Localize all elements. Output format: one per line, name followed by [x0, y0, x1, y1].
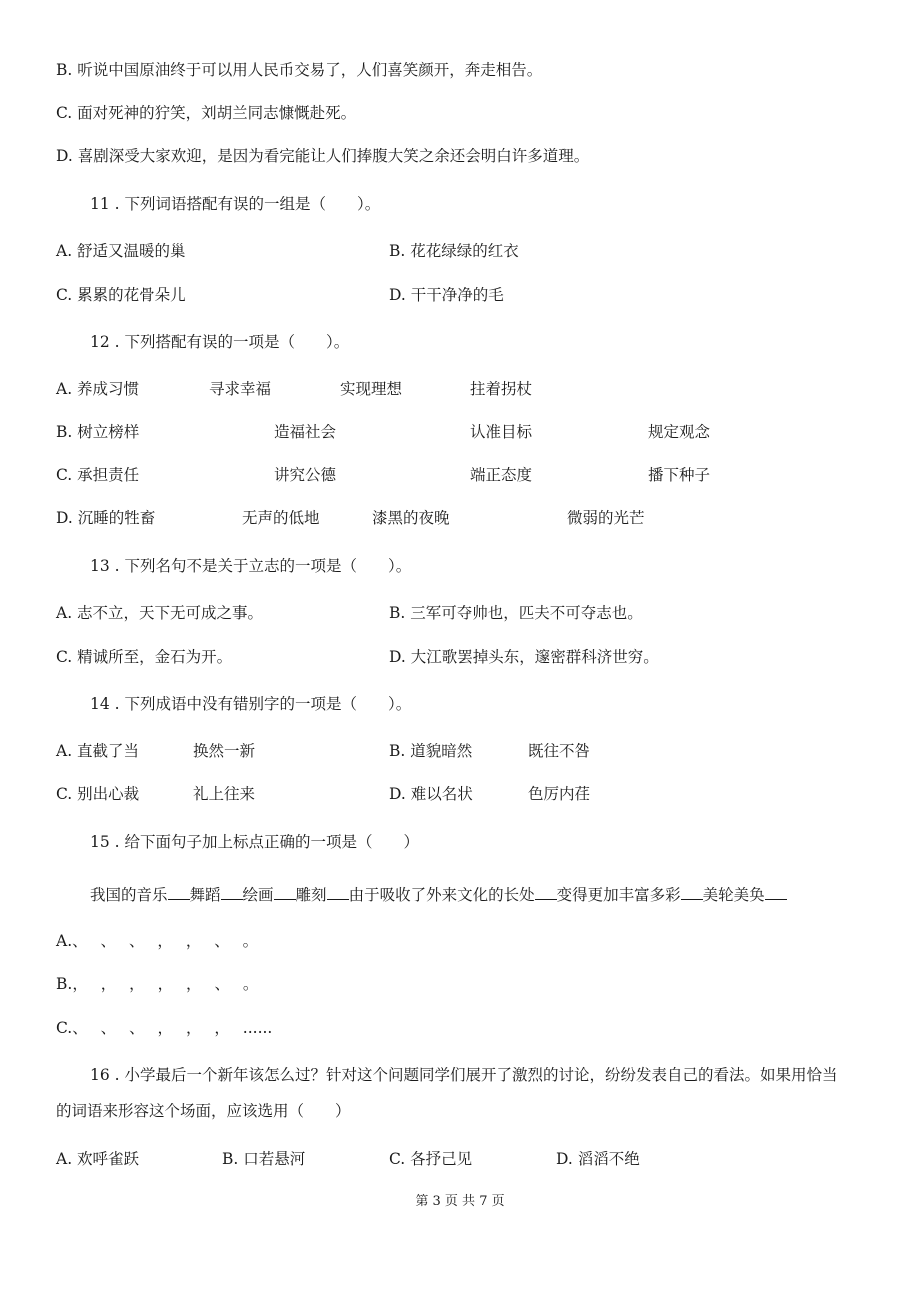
q12-c-2: 讲究公德: [274, 466, 337, 484]
prev-option-d: D. 喜剧深受大家欢迎，是因为看完能让人们捧腹大笑之余还会明白许多道理。: [56, 147, 590, 165]
q14-c-2: 礼上往来: [193, 785, 256, 803]
q11-option-d: D. 干干净净的毛: [389, 286, 504, 304]
q12-b-4: 规定观念: [648, 423, 711, 441]
q15-part-1: 我国的音乐: [90, 886, 168, 904]
q13-option-c: C. 精诚所至，金石为开。: [56, 648, 233, 666]
q16-stem-line2: 的词语来形容这个场面，应该选用（ ）: [56, 1102, 351, 1120]
q15-option-c: C.、 、 、 ， ， ， ......: [56, 1019, 273, 1037]
q12-b-3: 认准目标: [470, 423, 533, 441]
q15-part-5: 由于吸收了外来文化的长处: [348, 886, 535, 904]
q15-part-6: 变得更加丰富多彩: [556, 886, 681, 904]
q13-option-a: A. 志不立，天下无可成之事。: [56, 604, 264, 622]
q16-stem-line1: 16 . 小学最后一个新年该怎么过？针对这个问题同学们展开了激烈的讨论，纷纷发表自己的看法。如果用恰当: [90, 1066, 838, 1084]
prev-option-b: B. 听说中国原油终于可以用人民币交易了，人们喜笑颜开，奔走相告。: [56, 61, 543, 79]
q11-stem: 11 . 下列词语搭配有误的一组是（ ）。: [90, 195, 381, 213]
q11-option-a: A. 舒适又温暖的巢: [56, 242, 186, 260]
page-footer: 第 3 页 共 7 页: [415, 1194, 505, 1209]
q14-stem: 14 . 下列成语中没有错别字的一项是（ ）。: [90, 695, 412, 713]
q13-option-b: B. 三军可夺帅也，匹夫不可夺志也。: [389, 604, 643, 622]
q12-d-2: 无声的低地: [242, 509, 320, 527]
q16-option-a: A. 欢呼雀跃: [56, 1150, 140, 1168]
q12-a-1: A. 养成习惯: [56, 380, 140, 398]
q12-stem: 12 . 下列搭配有误的一项是（ ）。: [90, 333, 350, 351]
q16-option-b: B. 口若悬河: [222, 1150, 306, 1168]
q14-c-1: C. 别出心裁: [56, 785, 140, 803]
q15-part-2: 舞蹈: [189, 886, 221, 904]
q14-b-2: 既往不咎: [528, 742, 591, 760]
q12-c-3: 端正态度: [470, 466, 533, 484]
q15-part-4: 雕刻: [295, 886, 327, 904]
q12-a-4: 拄着拐杖: [470, 380, 533, 398]
q12-c-1: C. 承担责任: [56, 466, 140, 484]
q12-a-3: 实现理想: [340, 380, 403, 398]
q12-c-4: 播下种子: [648, 466, 711, 484]
q14-a-2: 换然一新: [193, 742, 256, 760]
q12-b-2: 造福社会: [274, 423, 337, 441]
q16-option-d: D. 滔滔不绝: [556, 1150, 640, 1168]
q12-d-4: 微弱的光芒: [567, 509, 645, 527]
q11-option-c: C. 累累的花骨朵儿: [56, 286, 186, 304]
q12-d-3: 漆黑的夜晚: [372, 509, 450, 527]
q16-option-c: C. 各抒己见: [389, 1150, 473, 1168]
prev-option-c: C. 面对死神的狞笑，刘胡兰同志慷慨赴死。: [56, 104, 357, 122]
q14-b-1: B. 道貌暗然: [389, 742, 473, 760]
q12-d-1: D. 沉睡的牲畜: [56, 509, 156, 527]
q14-a-1: A. 直截了当: [56, 742, 140, 760]
q15-sentence: [90, 884, 787, 906]
q11-option-b: B. 花花绿绿的红衣: [389, 242, 519, 260]
q12-a-2: 寻求幸福: [209, 380, 272, 398]
q12-b-1: B. 树立榜样: [56, 423, 140, 441]
q15-part-7: 美轮美奂: [702, 886, 765, 904]
q13-option-d: D. 大江歌罢掉头东，邃密群科济世穷。: [389, 648, 659, 666]
q15-stem: 15 . 给下面句子加上标点正确的一项是（ ）: [90, 833, 420, 851]
q14-d-2: 色厉内荏: [528, 785, 591, 803]
q15-option-a: A.、 、 、 ， ， 、 。: [56, 932, 259, 950]
q14-d-1: D. 难以名状: [389, 785, 473, 803]
q13-stem: 13 . 下列名句不是关于立志的一项是（ ）。: [90, 557, 412, 575]
q15-part-3: 绘画: [242, 886, 274, 904]
q15-option-b: B.， ， ， ， ， 、 。: [56, 975, 259, 993]
